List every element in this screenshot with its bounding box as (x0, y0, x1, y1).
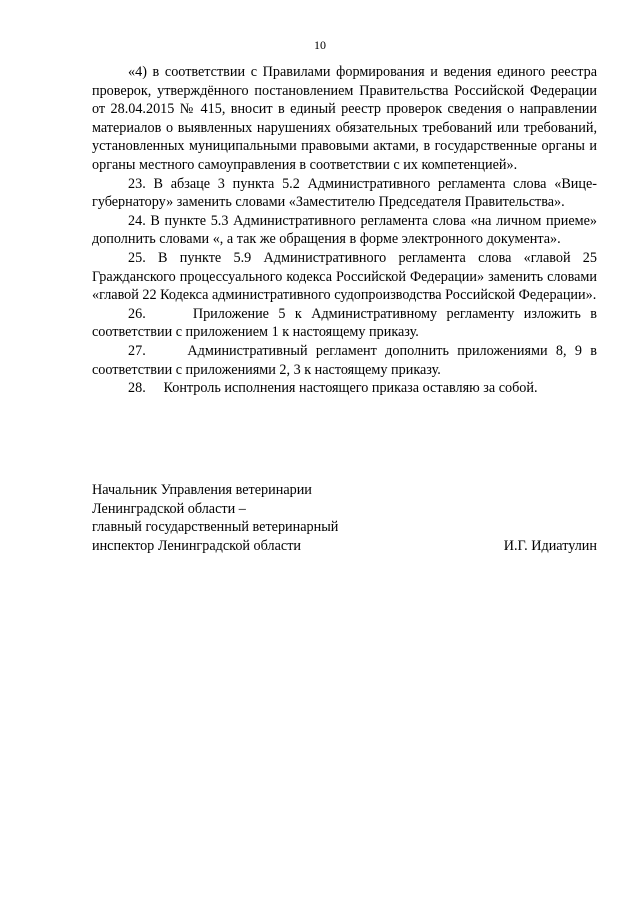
paragraph-item-4: «4) в соответствии с Правилами формирования и ведения единого реестра проверок, утверждённого постановлением Правительства Российской Федерации от 28.04.2015 № 415, вносит в единый реестр проверок сведения о направлении материалов о выявленных нарушениях обязательных требований или требований, установленных муниципальными правовыми актами, в государственные органы и органы местного самоуправления в соответствии с их компетенцией». (92, 64, 597, 173)
page-number: 10 (314, 38, 326, 52)
paragraph-item-26: 26. Приложение 5 к Административному регламенту изложить в соответствии с приложением 1 к настоящему приказу. (92, 305, 597, 341)
paragraph-item-24: 24. В пункте 5.3 Административного регламента слова «на личном приеме» дополнить словами «, а так же обращения в форме электронного документа». (92, 212, 597, 248)
paragraph-item-25: 25. В пункте 5.9 Административного регламента слова «главой 25 Гражданского процессуального кодекса Российской Федерации» заменить словами «главой 22 Кодекса административного судопроизводства Российской Федерации». (92, 249, 597, 304)
signatory-title-line-1: Начальник Управления ветеринарии (92, 482, 312, 498)
paragraph-item-28: 28. Контроль исполнения настоящего приказа оставляю за собой. (128, 380, 538, 397)
paragraph-item-27: 27. Административный регламент дополнить приложениями 8, 9 в соответствии с приложениями 2, 3 к настоящему приказу. (92, 342, 597, 378)
document-body (92, 63, 597, 398)
signatory-title-line-2: Ленинградской области – (92, 500, 246, 517)
signatory-name: И.Г. Идиатулин (503, 537, 597, 554)
signatory-title-line-4: инспектор Ленинградской области (92, 537, 301, 554)
paragraph-item-23: 23. В абзаце 3 пункта 5.2 Административного регламента слова «Вице-губернатору» заменить словами «Заместителю Председателя Правительства». (92, 175, 597, 211)
signatory-title-line-4-row (92, 537, 597, 556)
signatory-title-line-3: главный государственный ветеринарный (92, 519, 339, 536)
signature-block (92, 481, 597, 555)
